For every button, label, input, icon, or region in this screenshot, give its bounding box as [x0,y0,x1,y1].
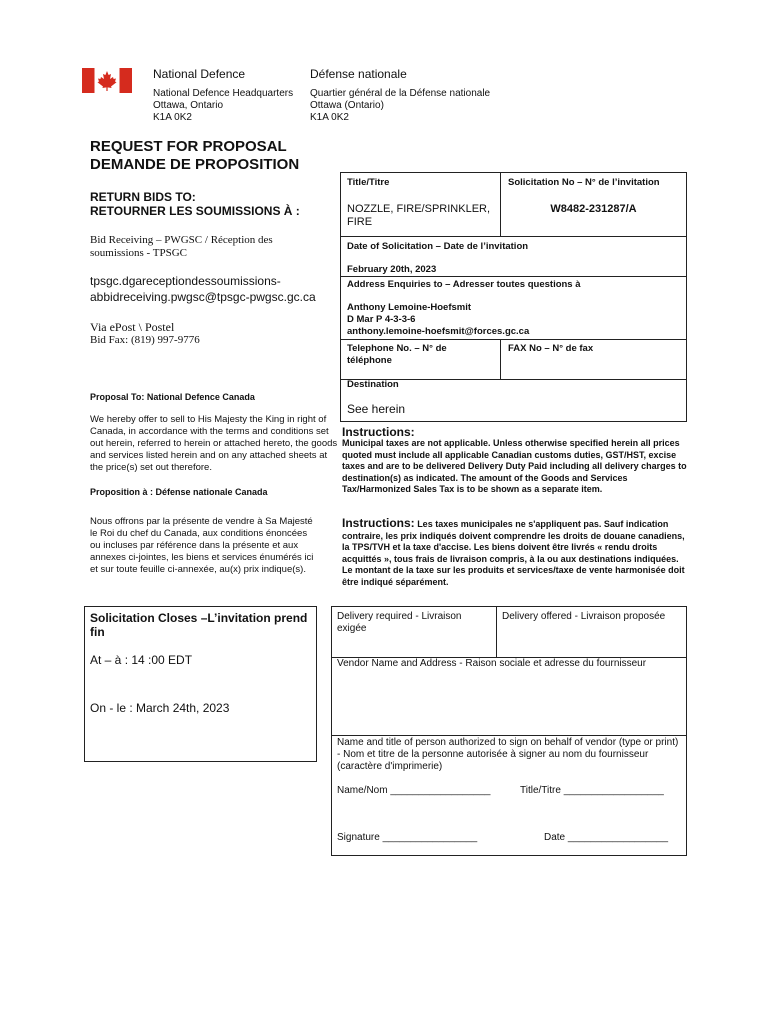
vendor-title-label: Title/Titre [520,785,561,796]
title-label: Title/Titre [347,177,390,188]
instructions-block-fr [342,518,690,588]
bid-email-line1: tpsgc.dgareceptiondessoumissions- [90,274,281,288]
closing-date: On - le : March 24th, 2023 [90,701,230,715]
solicitation-date-value: February 20th, 2023 [347,264,437,275]
bid-email-line2: abbidreceiving.pwgsc@tpsgc-pwgsc.gc.ca [90,290,316,304]
epost-text: Via ePost \ Postel [90,320,175,334]
bid-receiving-text: Bid Receiving – PWGSC / Réception des soumissions - TPSGC [90,234,273,259]
fax-label: FAX No – N° de fax [508,343,594,354]
solicitation-date-label: Date of Solicitation – Date de l’invitation [347,241,529,252]
proposal-body-en: We hereby offer to sell to His Majesty the King in right of Canada, in accordance with the terms and conditions set out herein, referred to herein or attached hereto, the goods and services listed herein and on any attached sheets at the price(s) set out therefore. [90,414,338,473]
canada-flag-icon [82,68,132,93]
proposal-body-fr: Nous offrons par la présente de vendre à Sa Majesté le Roi du chef du Canada, aux conditions énoncées ou incluses par référence dans la présente et aux annexes ci-jointes, les biens et services énumérés ici et sur toute feuille ci-annexée, au(x) prix indique(s). [90,516,314,575]
vendor-title-line: __________________ [563,785,664,796]
closing-time: At – à : 14 :00 EDT [90,653,193,667]
vendor-name-address-label: Vendor Name and Address - Raison sociale et adresse du fournisseur [337,658,647,669]
title-value: NOZZLE, FIRE/SPRINKLER, FIRE [347,203,491,228]
destination-value: See herein [347,402,406,416]
instructions-body-fr: Les taxes municipales ne s'appliquent pas. Sauf indication contraire, les prix indiqués doivent comprendre les droits de douane canadiens, la TPS/TVH et la taxe d'accise. Les biens doivent être livrés « rendu droits acquittés », tous frais de livraison compris, à la ou aux destinations indiquées. Le montant de la taxe sur les produits et services/taxe de vente harmonisée doit être indiqué séparément. [342,519,685,587]
address-fr: Quartier général de la Défense nationale Ottawa (Ontario) K1A 0K2 [310,88,491,123]
signature-line: _________________ [382,832,478,843]
return-bids-heading-en: RETURN BIDS TO: [90,190,196,204]
vendor-section-box [331,606,687,856]
delivery-offered-label: Delivery offered - Livraison proposée [502,611,666,622]
signatory-label: Name and title of person authorized to sign on behalf of vendor (type or print) - Nom et titre de la personne autorisée à signer au nom du fournisseur (caractère d'imprimerie) [337,737,679,772]
instructions-heading-en: Instructions: [342,425,415,439]
solicitation-no-label: Solicitation No – N° de l’invitation [508,177,660,188]
solicitation-no-value: W8482-231287/A [550,203,637,215]
date-label: Date [544,832,566,843]
name-line: __________________ [390,785,491,796]
destination-label: Destination [347,379,399,390]
name-label: Name/Nom [337,785,388,796]
document-title-fr: DEMANDE DE PROPOSITION [90,156,300,173]
title-field [520,785,664,797]
instructions-body-en: Municipal taxes are not applicable. Unless otherwise specified herein all prices quoted must include all applicable Canadian customs duties, GST/HST, excise taxes and are to be delivered Delivery Duty Paid including all delivery charges to destination(s) as indicated. The amount of the Goods and Services Tax/Harmonized Sales Tax is to be shown as a separate item. [342,438,687,494]
instructions-heading-fr: Instructions: [342,516,415,530]
contact-email: anthony.lemoine-hoefsmit@forces.gc.ca [347,326,530,337]
address-en: National Defence Headquarters Ottawa, Ontario K1A 0K2 [153,88,294,123]
return-bids-heading-fr: RETOURNER LES SOUMISSIONS À : [90,204,300,218]
bid-fax: Bid Fax: (819) 997-9776 [90,334,200,346]
dept-name-en: National Defence [153,67,246,81]
contact-name: Anthony Lemoine-Hoefsmit [347,302,472,313]
signature-field [337,832,477,844]
name-field [337,785,490,797]
solicitation-closes-heading: Solicitation Closes –L’invitation prend fin [90,611,308,639]
enquiries-label: Address Enquiries to – Adresser toutes questions à [347,279,581,290]
document-title-en: REQUEST FOR PROPOSAL [90,138,287,155]
signature-label: Signature [337,832,380,843]
proposal-to-fr: Proposition à : Défense nationale Canada [90,487,268,497]
dept-name-fr: Défense nationale [310,67,407,81]
telephone-label: Telephone No. – N° de téléphone [347,343,447,366]
delivery-required-label: Delivery required - Livraison exigée [337,611,462,634]
date-line: __________________ [567,832,669,843]
contact-office: D Mar P 4-3-3-6 [347,314,416,325]
date-field [544,832,668,844]
proposal-to-en: Proposal To: National Defence Canada [90,392,255,402]
